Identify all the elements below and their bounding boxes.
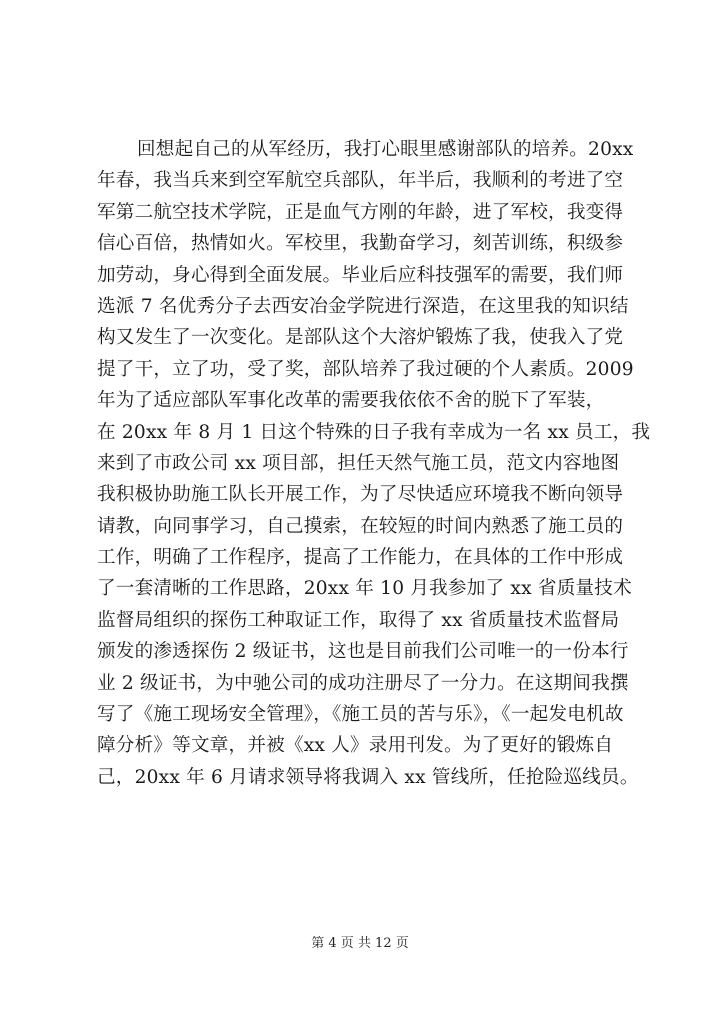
text-line: 构又发生了一次变化。是部队这个大溶炉锻炼了我，使我入了党 — [97, 327, 624, 349]
text-line: 提了干，立了功，受了奖，部队培养了我过硬的个人素质。2009 — [97, 358, 634, 380]
text-line: 年春，我当兵来到空军航空兵部队，年半后，我顺利的考进了空 — [97, 170, 624, 192]
text-line: 己，20xx 年 6 月请求领导将我调入 xx 管线所，任抢险巡线员。 — [97, 766, 639, 788]
text-line: 业 2 级证书，为中驰公司的成功注册尽了一分力。在这期间我撰 — [97, 672, 629, 694]
page-footer: 第 4 页 共 12 页 — [311, 936, 409, 951]
text-line: 了一套清晰的工作思路，20xx 年 10 月我参加了 xx 省质量技术 — [97, 578, 632, 600]
text-line: 年为了适应部队军事化改革的需要我依依不舍的脱下了军装， — [97, 390, 605, 412]
text-line: 我积极协助施工队长开展工作，为了尽快适应环境我不断向领导 — [97, 484, 624, 506]
text-line: 回想起自己的从军经历，我打心眼里感谢部队的培养。20xx — [137, 139, 634, 160]
text-line: 写了《施工现场安全管理》，《施工员的苦与乐》，《一起发电机故 — [97, 704, 624, 726]
text-line: 障分析》等文章，并被《xx 人》录用刊发。为了更好的锻炼自 — [97, 735, 614, 757]
text-line: 在 20xx 年 8 月 1 日这个特殊的日子我有幸成为一名 xx 员工，我 — [97, 421, 651, 443]
text-line: 颁发的渗透探伤 2 级证书，这也是目前我们公司唯一的一份本行 — [97, 641, 629, 663]
text-line: 工作，明确了工作程序，提高了工作能力，在具体的工作中形成 — [97, 547, 624, 569]
text-line: 请教，向同事学习，自己摸索，在较短的时间内熟悉了施工员的 — [97, 515, 624, 537]
body-paragraph — [97, 134, 657, 793]
text-line: 监督局组织的探伤工种取证工作，取得了 xx 省质量技术监督局 — [97, 609, 620, 631]
text-line: 来到了市政公司 xx 项目部，担任天然气施工员，范文内容地图 — [97, 452, 620, 474]
text-line: 选派 7 名优秀分子去西安冶金学院进行深造，在这里我的知识结 — [97, 295, 629, 317]
text-line: 军第二航空技术学院，正是血气方刚的年龄，进了军校，我变得 — [97, 201, 624, 223]
text-line: 信心百倍，热情如火。军校里，我勤奋学习，刻苦训练，积级参 — [97, 233, 624, 255]
text-line: 加劳动，身心得到全面发展。毕业后应科技强军的需要，我们师 — [97, 264, 624, 286]
